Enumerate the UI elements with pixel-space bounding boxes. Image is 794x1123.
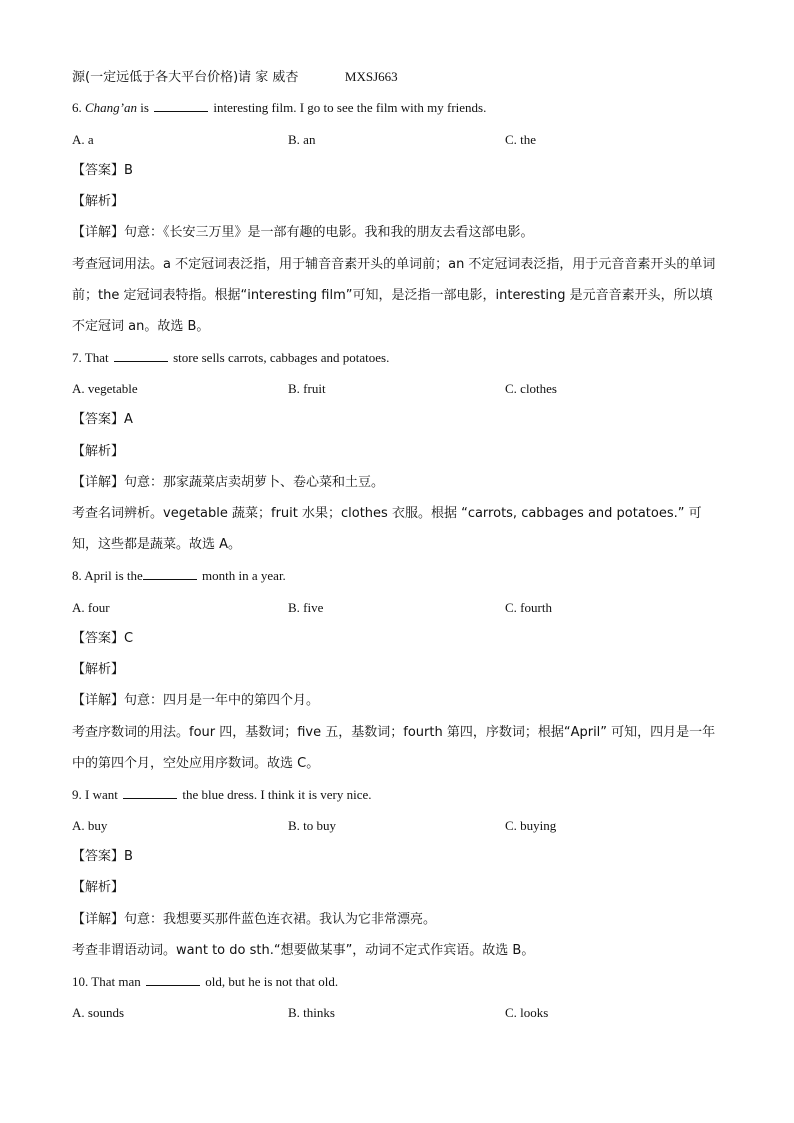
stem-text: is (140, 100, 149, 115)
page-header (72, 68, 398, 87)
stem-text: That man (91, 974, 141, 989)
analysis-label: 【解析】 (72, 194, 125, 209)
question-7-stem (72, 349, 389, 367)
question-8-stem (72, 567, 286, 585)
question-number: 7. (72, 350, 82, 365)
stem-text: I want (85, 787, 118, 802)
analysis-label: 【解析】 (72, 880, 125, 895)
stem-text: interesting film. I go to see the film with my friends. (213, 100, 487, 115)
detail-text: 【详解】句意：那家蔬菜店卖胡萝卜、卷心菜和土豆。 (72, 475, 385, 490)
option-b: B. an (288, 132, 316, 147)
stem-text: the blue dress. I think it is very nice. (182, 787, 372, 802)
analysis-label: 【解析】 (72, 444, 125, 459)
option-a: A. sounds (72, 1005, 125, 1020)
option-a: A. vegetable (72, 381, 138, 396)
explanation-text: 考查序数词的用法。four 四，基数词；five 五，基数词；fourth 第四，序数词；根据“April” 可知，四月是一年中的第四个月，空处应用序数词。故选 C。 (72, 725, 716, 771)
stem-text: store sells carrots, cabbages and potatoes. (173, 350, 390, 365)
option-c: C. buying (505, 818, 557, 833)
analysis-label: 【解析】 (72, 662, 125, 677)
question-6-stem (72, 99, 486, 117)
question-number: 6. (72, 100, 82, 115)
option-b: B. thinks (288, 1005, 335, 1020)
question-number: 8. (72, 568, 82, 583)
detail-text: 【详解】句意：《长安三万里》是一部有趣的电影。我和我的朋友去看这部电影。 (72, 225, 534, 240)
blank[interactable] (114, 349, 168, 362)
stem-text: That (84, 350, 109, 365)
question-9-stem (72, 786, 372, 804)
blank[interactable] (143, 567, 197, 580)
blank[interactable] (123, 786, 177, 799)
option-b: B. to buy (288, 818, 337, 833)
answer-label: 【答案】B (72, 163, 133, 178)
header-code: MXSJ663 (344, 69, 398, 84)
stem-text: old, but he is not that old. (205, 974, 339, 989)
blank[interactable] (146, 973, 200, 986)
explanation-text: 考查非谓语动词。want to do sth.“想要做某事”，动词不定式作宾语。故选 B。 (72, 943, 535, 958)
option-a: A. buy (72, 818, 108, 833)
option-c: C. the (505, 132, 537, 147)
answer-label: 【答案】B (72, 849, 133, 864)
detail-text: 【详解】句意：我想要买那件蓝色连衣裙。我认为它非常漂亮。 (72, 912, 437, 927)
option-a: A. four (72, 600, 110, 615)
stem-text: month in a year. (202, 568, 286, 583)
option-c: C. fourth (505, 600, 552, 615)
answer-label: 【答案】A (72, 412, 133, 427)
detail-text: 【详解】句意：四月是一年中的第四个月。 (72, 693, 320, 708)
option-c: C. clothes (505, 381, 557, 396)
film-title: Chang’an (85, 100, 137, 115)
header-text: 源(一定远低于各大平台价格)请 家 威杏 (72, 70, 299, 85)
explanation-text: 考查名词辨析。vegetable 蔬菜；fruit 水果；clothes 衣服。根据 “carrots, cabbages and potatoes.” 可知，这些都是蔬菜。故选 A。 (72, 506, 702, 552)
question-number: 10. (72, 974, 89, 989)
option-b: B. five (288, 600, 324, 615)
option-b: B. fruit (288, 381, 326, 396)
option-c: C. looks (505, 1005, 549, 1020)
question-number: 9. (72, 787, 82, 802)
question-10-stem (72, 973, 338, 991)
option-a: A. a (72, 132, 94, 147)
stem-text: April is the (84, 568, 143, 583)
answer-label: 【答案】C (72, 631, 134, 646)
blank[interactable] (154, 99, 208, 112)
explanation-text: 考查冠词用法。a 不定冠词表泛指，用于辅音音素开头的单词前；an 不定冠词表泛指，用于元音音素开头的单词前；the 定冠词表特指。根据“interesting film”可知，是泛指一部电影，interesting 是元音音素开头，所以填不定冠词 an。故选 B。 (72, 257, 716, 334)
